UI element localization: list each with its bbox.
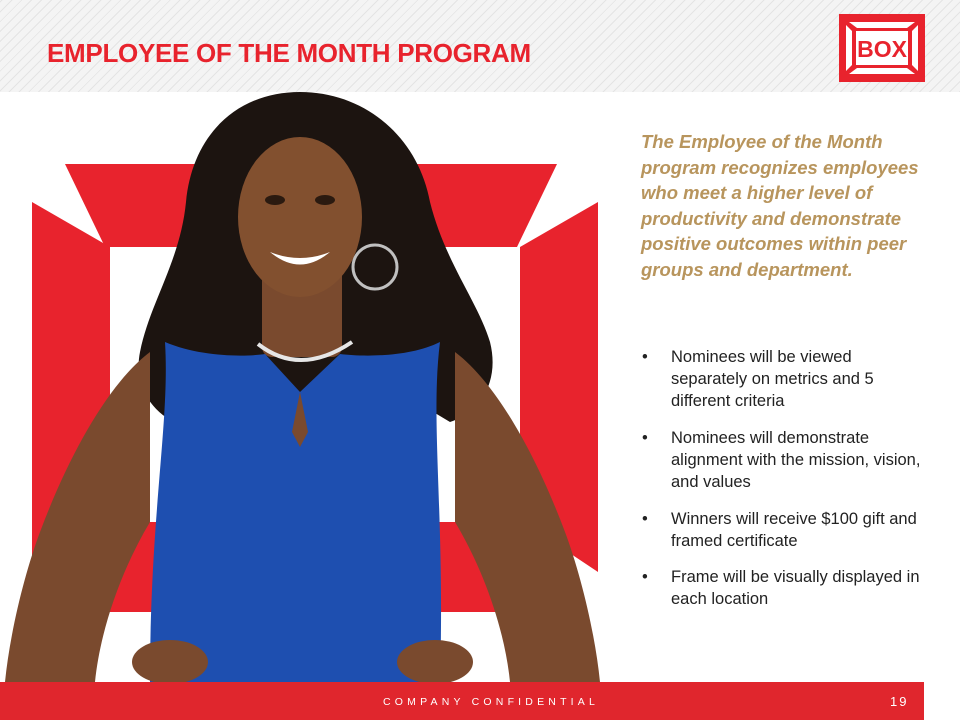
list-item: [640, 508, 930, 552]
page-number: 19: [890, 694, 909, 709]
list-item-text: Nominees will demonstrate alignment with the mission, vision, and values: [671, 429, 921, 491]
bullet-icon: •: [642, 510, 648, 528]
list-item-text: Nominees will be viewed separately on metrics and 5 different criteria: [671, 348, 874, 410]
logo-label: BOX: [857, 36, 907, 62]
list-item-text: Frame will be visually displayed in each location: [671, 568, 920, 608]
list-item: [640, 566, 930, 610]
box-logo-icon: [839, 14, 925, 82]
bullet-icon: •: [642, 348, 648, 366]
bullet-icon: •: [642, 429, 648, 447]
intro-statement: The Employee of the Month program recognizes employees who meet a higher level of productivity and demonstrate positive outcomes within peer groups and department.: [641, 131, 919, 280]
list-item-text: Winners will receive $100 gift and framed certificate: [671, 510, 917, 550]
bullet-icon: •: [642, 568, 648, 586]
footer-bar: [0, 682, 924, 720]
page-title: EMPLOYEE OF THE MONTH PROGRAM: [47, 38, 531, 68]
employee-portrait-image: [0, 92, 620, 682]
list-item: [640, 427, 930, 493]
list-item: [640, 346, 930, 412]
confidential-label: COMPANY CONFIDENTIAL: [383, 696, 600, 708]
